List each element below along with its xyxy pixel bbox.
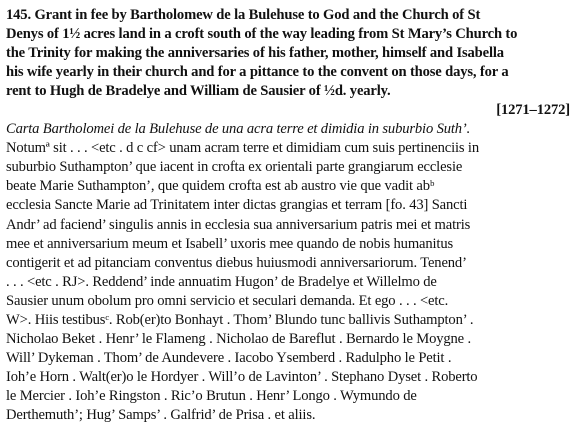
text-line: suburbio Suthampton’ que iacent in crofta ex orientali parte grangiarum ecclesie: [6, 159, 463, 176]
entry-date: [1271–1272]: [496, 102, 570, 119]
text-line: beate Marie Suthampton’, que quidem crofta est ab austro vie que vadit abᵇ: [6, 178, 435, 195]
text-line: Nicholao Beket . Henr’ le Flameng . Nicholao de Bareflut . Bernardo le Moygne .: [6, 330, 472, 347]
text-line: Andr’ ad faciend’ singulis annis in ecclesia sua anniversarium patris mei et matris: [6, 216, 471, 233]
text-line: Notumª sit . . . <etc . d c cf> unam acram terre et dimidiam cum suis pertinenciis in: [6, 140, 479, 157]
text-line: W>. Hiis testibusᶜ. Rob(er)to Bonhayt . Thom’ Blundo tunc ballivis Suthampton’ .: [6, 311, 474, 328]
text-line: contigerit et ad pitanciam conventus diebus huiusmodi anniversariorum. Tenend’: [6, 254, 467, 271]
text-line: Ioh’e Horn . Walt(er)o le Hordyer . Will’o de Lavinton’ . Stephano Dyset . Roberto: [6, 368, 478, 385]
text-line: . . . <etc . RJ>. Reddend’ inde annuatim Hugon’ de Bradelye et Willelmo de: [6, 273, 437, 290]
summary-line: the Trinity for making the anniversaries of his father, mother, himself and Isabella: [6, 45, 504, 62]
summary-line: 145. Grant in fee by Bartholomew de la Bulehuse to God and the Church of St: [6, 7, 481, 23]
rubric: Carta Bartholomei de la Bulehuse de una acra terre et dimidia in suburbio Suth’.: [6, 121, 471, 138]
text-line: Derthemuth’; Hug’ Samps’ . Galfrid’ de Prisa . et aliis.: [6, 406, 316, 423]
text-line: ecclesia Sancte Marie ad Trinitatem inter dictas grangias et terram [fo. 43] Sancti: [6, 197, 468, 214]
text-line: le Mercier . Ioh’e Ringston . Ric’o Brutun . Henr’ Longo . Wymundo de: [6, 387, 417, 404]
summary-line: Denys of 1½ acres land in a croft south of the way leading from St Mary’s Church to: [6, 26, 518, 43]
text-line: Sausier unum obolum pro omni servicio et seculari demanda. Et ego . . . <etc.: [6, 292, 449, 309]
text-line: Will’ Dykeman . Thom’ de Aundevere . Iacobo Ysemberd . Radulpho le Petit .: [6, 349, 452, 366]
summary-line: rent to Hugh de Bradelye and William de Sausier of ½d. yearly.: [6, 83, 391, 100]
text-line: mee et anniversarium meum et Isabell’ uxoris mee quando de nobis humanitus: [6, 235, 453, 252]
summary-line: his wife yearly in their church and for a pittance to the convent on those days, for a: [6, 64, 509, 81]
